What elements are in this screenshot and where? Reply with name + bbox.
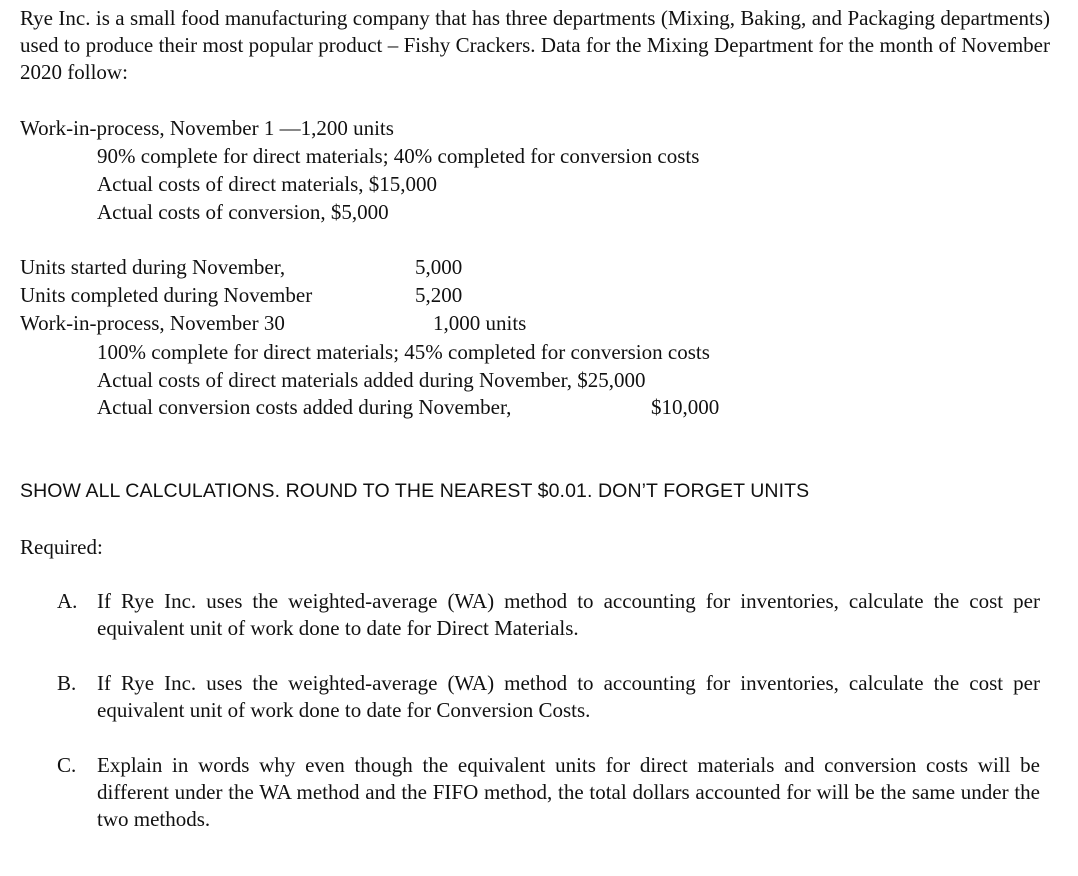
wip-end-value: 1,000 units xyxy=(433,311,527,335)
required-label: Required: xyxy=(20,535,103,559)
wip-begin-conversion-cost: Actual costs of conversion, $5,000 xyxy=(97,200,389,224)
question-text: Explain in words why even though the equivalent units for direct materials and conversion costs will be different under the WA method and the FIFO method, the total dollars accounted for will be the same under the two methods. xyxy=(97,753,1040,831)
units-started-value: 5,000 xyxy=(415,255,463,279)
question-letter: A. xyxy=(57,589,78,613)
question-text: If Rye Inc. uses the weighted-average (WA) method to accounting for inventories, calculate the cost per equivalent unit of work done to date for Direct Materials. xyxy=(97,589,1040,640)
wip-end-label: Work-in-process, November 30 xyxy=(20,311,285,335)
question-list xyxy=(20,588,1040,861)
wip-end-conversion-value: $10,000 xyxy=(651,395,720,419)
intro-paragraph: Rye Inc. is a small food manufacturing company that has three departments (Mixing, Baking, and Packaging departments) used to produce their most popular product – Fishy Crackers. Data for the Mixing Department for the month of November 2020 follow: xyxy=(20,6,1050,84)
units-completed-value: 5,200 xyxy=(415,283,463,307)
instructions: SHOW ALL CALCULATIONS. ROUND TO THE NEAREST $0.01. DON’T FORGET UNITS xyxy=(20,480,810,502)
question-a xyxy=(20,588,1040,642)
units-started-label: Units started during November, xyxy=(20,255,286,279)
question-letter: C. xyxy=(57,753,77,777)
wip-begin-heading: Work-in-process, November 1 —1,200 units xyxy=(20,116,394,140)
question-b xyxy=(20,670,1040,724)
wip-begin-completion: 90% complete for direct materials; 40% completed for conversion costs xyxy=(97,144,700,168)
wip-begin-dm-cost: Actual costs of direct materials, $15,000 xyxy=(97,172,437,196)
question-text: If Rye Inc. uses the weighted-average (WA) method to accounting for inventories, calculate the cost per equivalent unit of work done to date for Conversion Costs. xyxy=(97,671,1040,722)
wip-end-completion: 100% complete for direct materials; 45% completed for conversion costs xyxy=(97,340,710,364)
wip-end-conversion-label: Actual conversion costs added during November, xyxy=(97,395,512,419)
question-c xyxy=(20,752,1040,833)
units-completed-label: Units completed during November xyxy=(20,283,313,307)
wip-end-dm-added: Actual costs of direct materials added during November, $25,000 xyxy=(97,368,646,392)
question-letter: B. xyxy=(57,671,77,695)
